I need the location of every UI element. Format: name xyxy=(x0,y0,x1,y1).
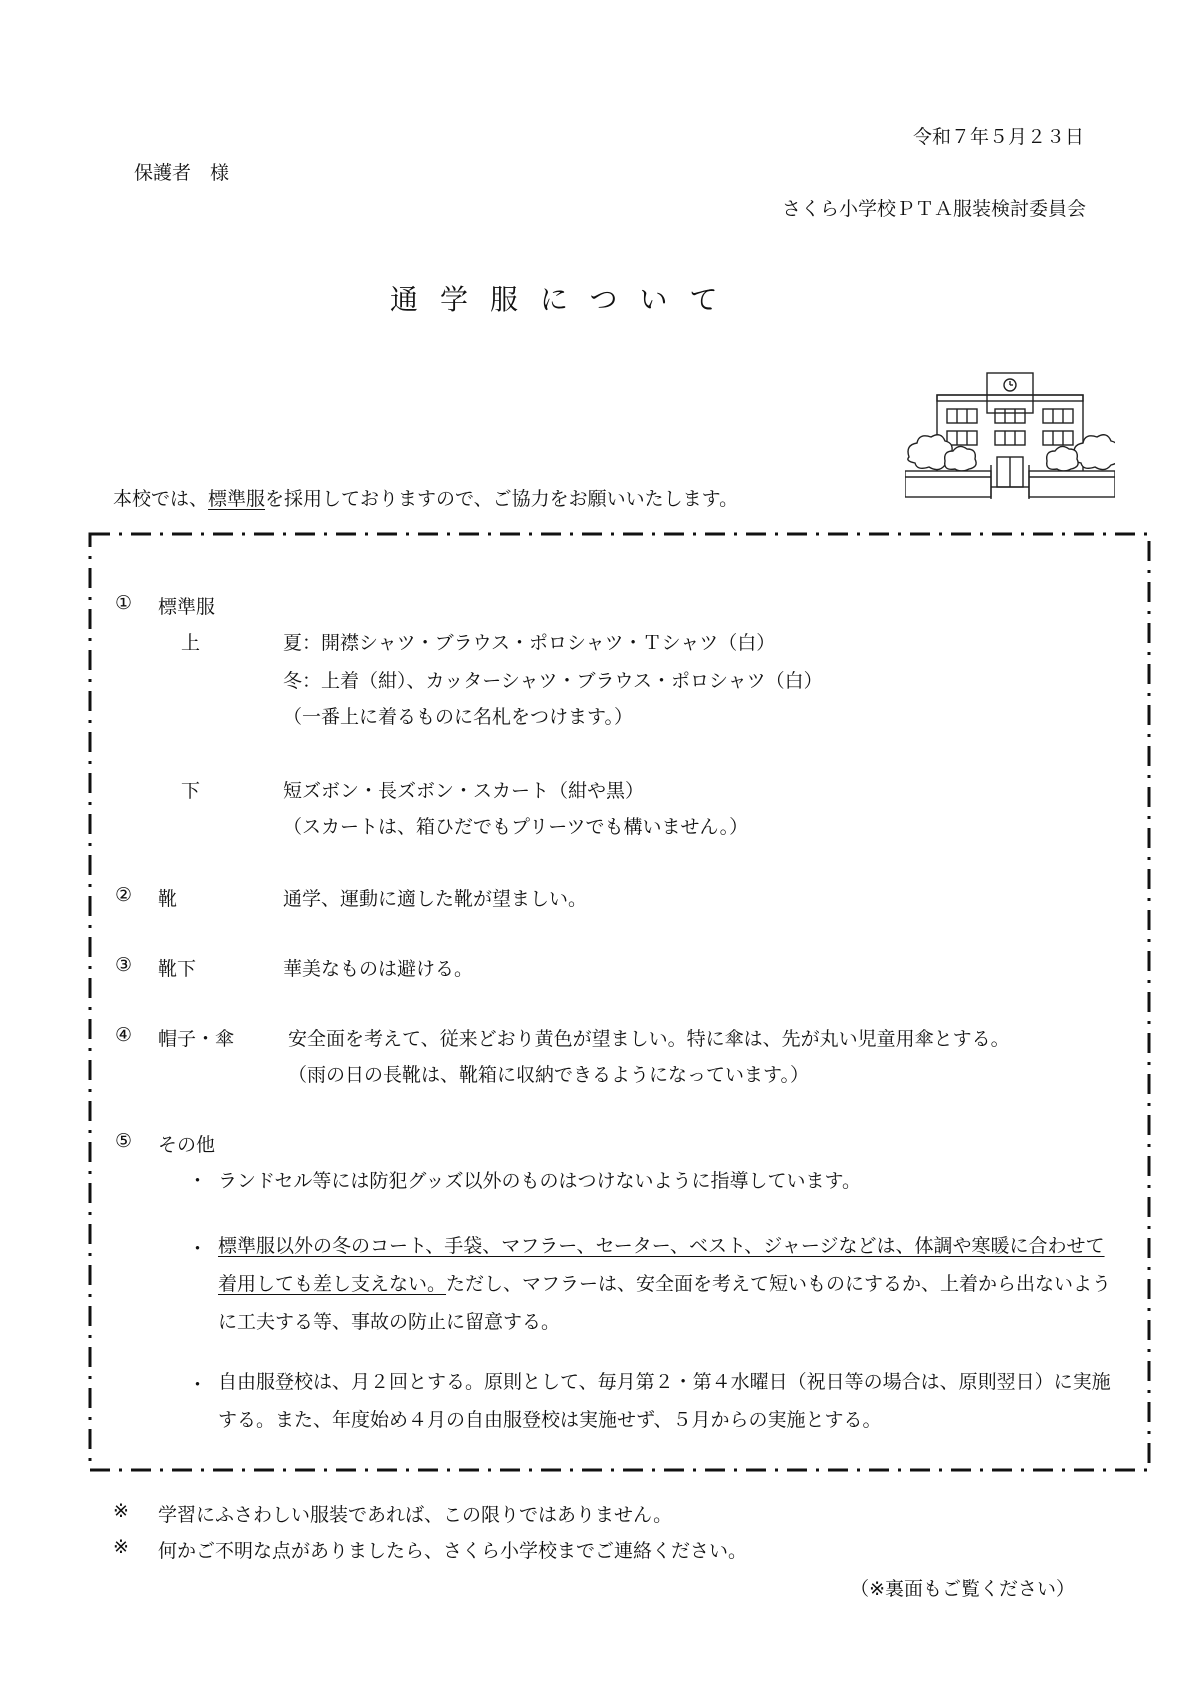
addressee: 保護者 様 xyxy=(134,162,230,184)
intro-underlined: 標準服 xyxy=(208,488,266,510)
intro-suffix: を採用しておりますので、ご協力をお願いいたします。 xyxy=(265,488,739,510)
section-3-number: ③ xyxy=(115,954,133,976)
section-4-note: （雨の日の長靴は、靴箱に収納できるようになっています。） xyxy=(288,1064,809,1086)
other-item-1: ランドセル等には防犯グッズ以外のものはつけないように指導しています。 xyxy=(218,1170,861,1192)
sender: さくら小学校ＰＴＡ服装検討委員会 xyxy=(781,198,1086,220)
section-3-heading: 靴下 xyxy=(158,958,197,980)
bullet-1: ・ xyxy=(188,1170,208,1192)
footer-note-2: 何かご不明な点がありましたら、さくら小学校までご連絡ください。 xyxy=(158,1540,748,1562)
page-title: 通学服について xyxy=(390,283,740,316)
lower-uniform: 短ズボン・長ズボン・スカート（紺や黒） xyxy=(283,780,645,802)
date: 令和７年５月２３日 xyxy=(912,126,1084,148)
lower-label: 下 xyxy=(181,780,201,802)
section-2-body: 通学、運動に適した靴が望ましい。 xyxy=(283,888,588,910)
section-1-heading: 標準服 xyxy=(158,596,216,618)
bullet-3: ・ xyxy=(188,1374,208,1396)
other-item-2-rest: ただし、マフラーは、安全面を考えて短いものにするか、上着から出ないように工夫する等、事故の防止に留意する。 xyxy=(218,1273,1112,1333)
bullet-2: ・ xyxy=(188,1238,208,1260)
section-2-heading: 靴 xyxy=(158,888,178,910)
footer-mark-1: ※ xyxy=(113,1500,129,1522)
summer-uniform: 夏：開襟シャツ・ブラウス・ポロシャツ・Ｔシャツ（白） xyxy=(283,632,776,654)
back-page-note: （※裏面もご覧ください） xyxy=(850,1578,1075,1600)
section-5-number: ⑤ xyxy=(115,1130,133,1152)
intro-text xyxy=(113,484,738,511)
other-item-2-underlined: 標準服以外の冬のコート、手袋、マフラー、セーター、ベスト、ジャージなどは、体調や寒暖に合わせて着用しても差し支えない。 xyxy=(218,1235,1105,1295)
upper-label: 上 xyxy=(181,632,201,654)
section-2-number: ② xyxy=(115,884,133,906)
section-5-heading: その他 xyxy=(158,1134,216,1156)
other-item-2 xyxy=(218,1227,1118,1341)
school-building-icon xyxy=(905,365,1115,503)
upper-note: （一番上に着るものに名札をつけます。） xyxy=(283,706,633,728)
section-4-body: 安全面を考えて、従来どおり黄色が望ましい。特に傘は、先が丸い児童用傘とする。 xyxy=(288,1028,1010,1050)
section-1-number: ① xyxy=(115,592,133,614)
lower-note: （スカートは、箱ひだでもプリーツでも構いません。） xyxy=(283,816,749,838)
other-item-3: 自由服登校は、月２回とする。原則として、毎月第２・第４水曜日（祝日等の場合は、原則翌日）に実施する。また、年度始め４月の自由服登校は実施せず、５月からの実施とする。 xyxy=(218,1371,1111,1431)
footer-mark-2: ※ xyxy=(113,1536,129,1558)
footer-note-1: 学習にふさわしい服装であれば、この限りではありません。 xyxy=(158,1504,673,1526)
section-4-number: ④ xyxy=(115,1024,133,1046)
section-3-body: 華美なものは避ける。 xyxy=(283,958,474,980)
content-box xyxy=(88,532,1151,1472)
winter-uniform: 冬：上着（紺）、カッターシャツ・ブラウス・ポロシャツ（白） xyxy=(283,670,823,692)
intro-prefix: 本校では、 xyxy=(113,488,209,510)
section-4-heading: 帽子・傘 xyxy=(158,1028,235,1050)
